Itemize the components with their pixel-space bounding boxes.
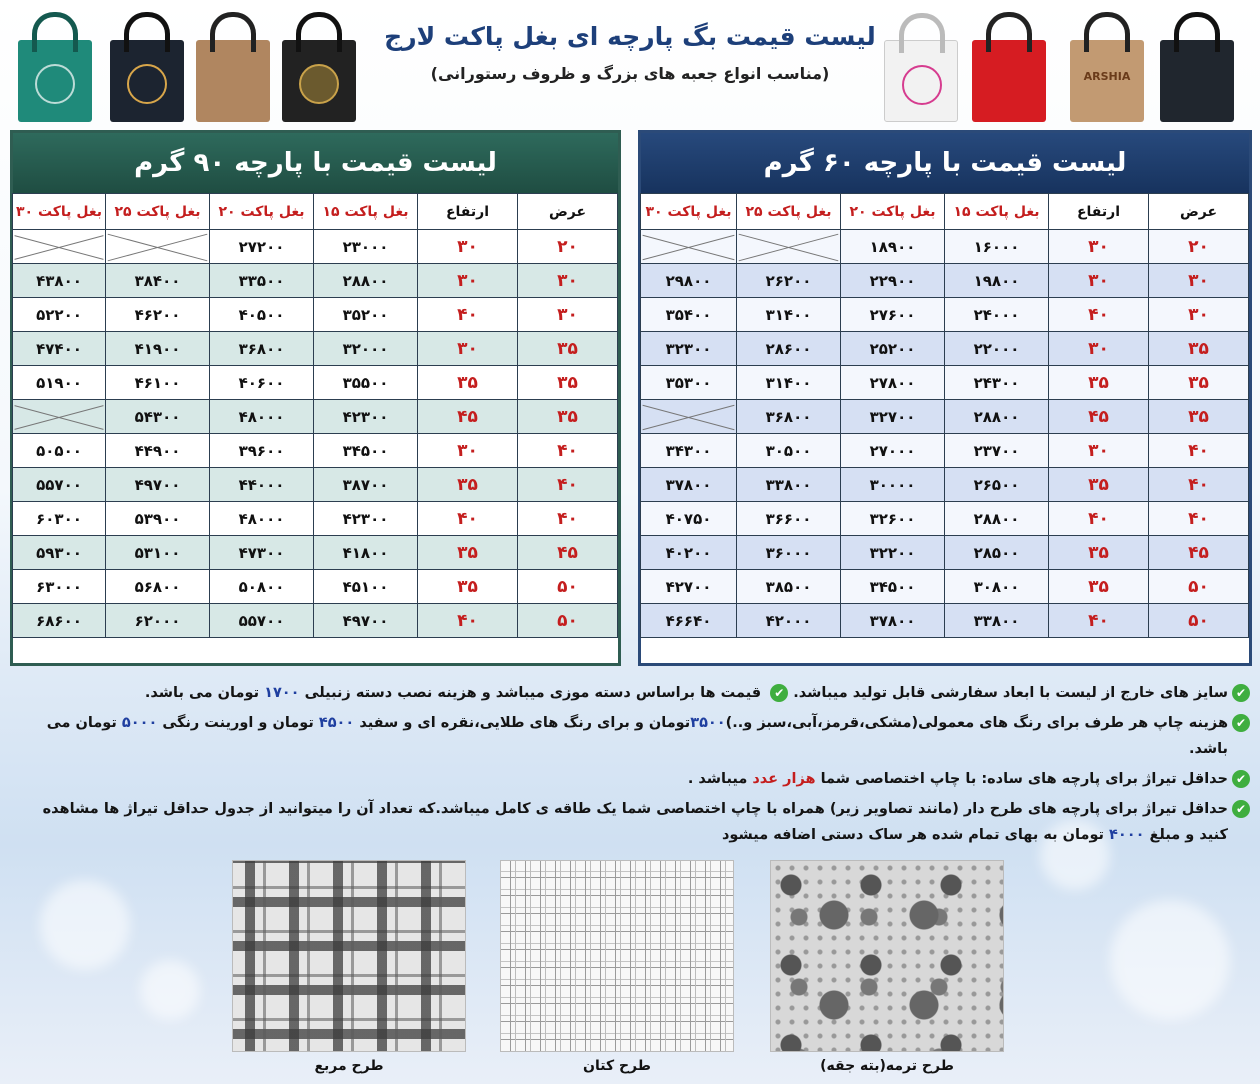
- price-cell: ۳۴۳۰۰: [641, 434, 737, 468]
- height-cell: ۳۰: [1049, 230, 1149, 264]
- height-cell: ۴۰: [418, 298, 518, 332]
- price-cell: ۳۸۷۰۰: [314, 468, 418, 502]
- width-cell: ۲۰: [518, 230, 618, 264]
- column-header: عرض: [1149, 194, 1249, 230]
- price-cell: ۲۲۰۰۰: [945, 332, 1049, 366]
- price-cell: ۴۰۲۰۰: [641, 536, 737, 570]
- width-cell: ۴۰: [518, 468, 618, 502]
- price-cell: ۳۰۸۰۰: [945, 570, 1049, 604]
- table-row: [641, 400, 1249, 434]
- price-cell: ۲۳۷۰۰: [945, 434, 1049, 468]
- height-cell: ۴۵: [418, 400, 518, 434]
- width-cell: ۵۰: [1149, 604, 1249, 638]
- price-cell: ۲۴۰۰۰: [945, 298, 1049, 332]
- price-cell: ۵۵۷۰۰: [13, 468, 106, 502]
- height-cell: ۴۰: [1049, 298, 1149, 332]
- price-cell: ۲۶۵۰۰: [945, 468, 1049, 502]
- price-cell: ۴۶۶۴۰: [641, 604, 737, 638]
- price-cell: ۲۹۸۰۰: [641, 264, 737, 298]
- table-row: [13, 536, 618, 570]
- width-cell: ۳۰: [518, 264, 618, 298]
- price-cell: ۳۰۰۰۰: [841, 468, 945, 502]
- height-cell: ۳۵: [1049, 570, 1149, 604]
- table-60g: [640, 193, 1249, 638]
- price-cell: ۲۸۶۰۰: [737, 332, 841, 366]
- price-cell: ۳۸۴۰۰: [106, 264, 210, 298]
- price-cell: ۳۱۴۰۰: [737, 298, 841, 332]
- note-item: [10, 766, 1250, 792]
- width-cell: ۴۰: [1149, 502, 1249, 536]
- price-cell: ۲۷۸۰۰: [841, 366, 945, 400]
- table-row: [13, 264, 618, 298]
- linen-pattern-image: [500, 860, 734, 1052]
- price-cell: ۵۳۹۰۰: [106, 502, 210, 536]
- table-row: [641, 604, 1249, 638]
- price-cell: ۶۸۶۰۰: [13, 604, 106, 638]
- height-cell: ۴۰: [1049, 604, 1149, 638]
- note-text: تومان و برای رنگ های طلایی،نقره ای و سفید: [359, 715, 691, 731]
- plaid-pattern-label: طرح مربع: [314, 1058, 384, 1074]
- price-cell: ۱۹۸۰۰: [945, 264, 1049, 298]
- price-cell: ۴۲۳۰۰: [314, 400, 418, 434]
- height-cell: ۴۰: [418, 502, 518, 536]
- price-cell: ۳۴۵۰۰: [314, 434, 418, 468]
- price-cell: ۶۲۰۰۰: [106, 604, 210, 638]
- bag-image: [196, 40, 270, 122]
- table-row: [13, 400, 618, 434]
- height-cell: ۴۰: [1049, 502, 1149, 536]
- height-cell: ۳۰: [1049, 264, 1149, 298]
- price-cell: ۳۵۵۰۰: [314, 366, 418, 400]
- plaid-pattern-image: [232, 860, 466, 1052]
- height-cell: ۳۰: [418, 264, 518, 298]
- check-circle-icon: ✔: [1232, 714, 1250, 732]
- table-row: [13, 230, 618, 264]
- price-cell: ۳۲۲۰۰: [841, 536, 945, 570]
- price-cell: ۲۷۰۰۰: [841, 434, 945, 468]
- width-cell: ۳۵: [518, 400, 618, 434]
- price-cell: ۲۷۲۰۰: [210, 230, 314, 264]
- price-cell: ۴۲۷۰۰: [641, 570, 737, 604]
- note-text: سایز های خارج از لیست با ابعاد سفارشی قابل تولید میباشد.: [793, 685, 1228, 701]
- height-cell: ۳۰: [418, 230, 518, 264]
- price-cell: ۲۸۵۰۰: [945, 536, 1049, 570]
- bag-image: [884, 40, 958, 122]
- width-cell: ۳۰: [1149, 298, 1249, 332]
- height-cell: ۳۰: [418, 434, 518, 468]
- price-cell: ۳۲۶۰۰: [841, 502, 945, 536]
- bag-image: [110, 40, 184, 122]
- price-cell: ۲۴۳۰۰: [945, 366, 1049, 400]
- price-cell: ۵۴۳۰۰: [106, 400, 210, 434]
- price-cell: ۳۶۶۰۰: [737, 502, 841, 536]
- paisley-pattern-image: [770, 860, 1004, 1052]
- price-cell: ۵۳۱۰۰: [106, 536, 210, 570]
- price-cell: ۴۰۵۰۰: [210, 298, 314, 332]
- price-cell: ۳۳۵۰۰: [210, 264, 314, 298]
- note-text: حداقل تیراژ برای پارچه های طرح دار (مانند تصاویر زیر) همراه با چاپ اختصاصی شما یک طاقه ی کامل میباشد.که تعداد آن را میتوانید از جدول حداقل تیراژ ها: [103, 801, 1228, 817]
- width-cell: ۵۰: [518, 604, 618, 638]
- price-cell: ۳۲۰۰۰: [314, 332, 418, 366]
- price-cell: ۲۸۸۰۰: [314, 264, 418, 298]
- header: [0, 0, 1260, 130]
- note-item: [10, 680, 1250, 706]
- price-cell: ۳۵۳۰۰: [641, 366, 737, 400]
- width-cell: ۳۰: [518, 298, 618, 332]
- note-text: مشاهده کنید و مبلغ: [42, 801, 1228, 843]
- price-cell: ۴۴۰۰۰: [210, 468, 314, 502]
- width-cell: ۳۰: [1149, 264, 1249, 298]
- bag-image: [972, 40, 1046, 122]
- price-cell: ۴۷۴۰۰: [13, 332, 106, 366]
- table-row: [13, 502, 618, 536]
- height-cell: ۳۵: [418, 468, 518, 502]
- height-cell: ۳۵: [1049, 468, 1149, 502]
- width-cell: ۲۰: [1149, 230, 1249, 264]
- height-cell: ۳۵: [1049, 536, 1149, 570]
- note-text: قیمت ها براساس دسته موزی میباشد و هزینه نصب دسته زنبیلی: [304, 685, 762, 701]
- table-row: [641, 230, 1249, 264]
- column-header: بغل پاکت ۱۵: [314, 194, 418, 230]
- page-subtitle: (مناسب انواع جعبه های بزرگ و ظروف رستورانی): [430, 64, 830, 83]
- column-header: بغل پاکت ۲۵: [737, 194, 841, 230]
- column-header: بغل پاکت ۱۵: [945, 194, 1049, 230]
- price-cell: ۴۰۶۰۰: [210, 366, 314, 400]
- price-cell: ۴۹۷۰۰: [106, 468, 210, 502]
- price-cell: ۳۳۸۰۰: [945, 604, 1049, 638]
- table-row: [13, 332, 618, 366]
- paisley-pattern-label: طرح ترمه(بته جقه): [820, 1058, 954, 1074]
- price-cell: ۴۶۱۰۰: [106, 366, 210, 400]
- width-cell: ۴۵: [1149, 536, 1249, 570]
- table-row: [641, 468, 1249, 502]
- price-cell: ۴۱۸۰۰: [314, 536, 418, 570]
- width-cell: ۳۵: [518, 366, 618, 400]
- check-circle-icon: ✔: [1232, 770, 1250, 788]
- price-cell: ۴۷۳۰۰: [210, 536, 314, 570]
- column-header: ارتفاع: [1049, 194, 1149, 230]
- notes: [10, 680, 1250, 852]
- table-row: [641, 264, 1249, 298]
- price-cell: ۲۶۲۰۰: [737, 264, 841, 298]
- height-cell: ۴۵: [1049, 400, 1149, 434]
- price-cell: ۴۶۲۰۰: [106, 298, 210, 332]
- height-cell: ۳۵: [1049, 366, 1149, 400]
- price-cell: ۶۰۳۰۰: [13, 502, 106, 536]
- table-row: [13, 468, 618, 502]
- table-row: [13, 570, 618, 604]
- price-cell: ۳۵۴۰۰: [641, 298, 737, 332]
- note-value: ۳۵۰۰: [690, 715, 726, 731]
- width-cell: ۵۰: [1149, 570, 1249, 604]
- width-cell: ۴۰: [1149, 434, 1249, 468]
- width-cell: ۴۰: [518, 434, 618, 468]
- height-cell: ۳۵: [418, 536, 518, 570]
- table-title-60g: لیست قیمت با پارچه ۶۰ گرم: [641, 133, 1249, 193]
- price-cell: ۳۹۶۰۰: [210, 434, 314, 468]
- bag-image: [18, 40, 92, 122]
- price-cell: ۴۸۰۰۰: [210, 502, 314, 536]
- unavailable-cell: [13, 400, 106, 434]
- note-value: ۵۰۰۰: [121, 715, 158, 731]
- price-cell: ۳۶۰۰۰: [737, 536, 841, 570]
- price-cell: ۵۰۸۰۰: [210, 570, 314, 604]
- price-cell: ۴۵۱۰۰: [314, 570, 418, 604]
- price-cell: ۵۱۹۰۰: [13, 366, 106, 400]
- column-header: بغل پاکت ۳۰: [13, 194, 106, 230]
- height-cell: ۴۰: [418, 604, 518, 638]
- note-text: تومان می باشد.: [144, 685, 260, 701]
- width-cell: ۳۵: [1149, 366, 1249, 400]
- price-cell: ۲۳۰۰۰: [314, 230, 418, 264]
- price-cell: ۳۶۸۰۰: [210, 332, 314, 366]
- width-cell: ۴۵: [518, 536, 618, 570]
- linen-pattern-label: طرح کتان: [583, 1058, 651, 1074]
- column-header: عرض: [518, 194, 618, 230]
- page-title: لیست قیمت بگ پارچه ای بغل پاکت لارج: [384, 22, 876, 51]
- width-cell: ۳۵: [1149, 400, 1249, 434]
- unavailable-cell: [106, 230, 210, 264]
- price-cell: ۱۶۰۰۰: [945, 230, 1049, 264]
- price-cell: ۶۳۰۰۰: [13, 570, 106, 604]
- table-row: [641, 570, 1249, 604]
- bag-brand-text: ARSHIA: [1083, 70, 1131, 83]
- note-text: تومان می باشد.: [46, 715, 1228, 757]
- price-cell: ۴۲۳۰۰: [314, 502, 418, 536]
- width-cell: ۳۵: [518, 332, 618, 366]
- note-text: تومان و اورینت رنگی: [162, 715, 314, 731]
- width-cell: ۳۵: [1149, 332, 1249, 366]
- price-table-90g: [10, 130, 621, 666]
- price-cell: ۳۸۵۰۰: [737, 570, 841, 604]
- table-row: [641, 434, 1249, 468]
- bag-image: [282, 40, 356, 122]
- note-text: هزینه چاپ هر طرف برای رنگ های معمولی(مشکی،قرمز،آبی،سبز و..): [725, 715, 1228, 731]
- price-cell: ۲۸۸۰۰: [945, 400, 1049, 434]
- price-cell: ۱۸۹۰۰: [841, 230, 945, 264]
- column-header: بغل پاکت ۲۰: [210, 194, 314, 230]
- price-cell: ۵۵۷۰۰: [210, 604, 314, 638]
- table-row: [641, 366, 1249, 400]
- price-cell: ۴۰۷۵۰: [641, 502, 737, 536]
- note-text: میباشد .: [687, 771, 748, 787]
- price-cell: ۵۹۳۰۰: [13, 536, 106, 570]
- height-cell: ۳۰: [1049, 434, 1149, 468]
- price-cell: ۳۳۸۰۰: [737, 468, 841, 502]
- unavailable-cell: [737, 230, 841, 264]
- note-value: هزار عدد: [752, 771, 816, 787]
- check-circle-icon: ✔: [770, 684, 788, 702]
- note-text: حداقل تیراژ برای پارچه های ساده: با چاپ اختصاصی شما: [820, 771, 1228, 787]
- price-cell: ۳۰۵۰۰: [737, 434, 841, 468]
- price-cell: ۴۸۰۰۰: [210, 400, 314, 434]
- price-cell: ۳۷۸۰۰: [841, 604, 945, 638]
- table-90g: [12, 193, 618, 638]
- bokeh-decoration: [40, 880, 130, 970]
- height-cell: ۳۵: [418, 366, 518, 400]
- column-header: بغل پاکت ۲۰: [841, 194, 945, 230]
- column-header: بغل پاکت ۲۵: [106, 194, 210, 230]
- note-value: ۴۵۰۰: [318, 715, 355, 731]
- table-row: [13, 298, 618, 332]
- unavailable-cell: [641, 230, 737, 264]
- table-row: [13, 434, 618, 468]
- price-cell: ۳۴۵۰۰: [841, 570, 945, 604]
- price-cell: ۴۹۷۰۰: [314, 604, 418, 638]
- price-table-60g: [638, 130, 1252, 666]
- width-cell: ۴۰: [1149, 468, 1249, 502]
- bokeh-decoration: [140, 960, 200, 1020]
- table-row: [13, 366, 618, 400]
- bokeh-decoration: [1110, 900, 1230, 1020]
- price-cell: ۴۱۹۰۰: [106, 332, 210, 366]
- price-cell: ۳۲۷۰۰: [841, 400, 945, 434]
- price-cell: ۲۸۸۰۰: [945, 502, 1049, 536]
- bag-image: [1160, 40, 1234, 122]
- check-circle-icon: ✔: [1232, 684, 1250, 702]
- table-row: [641, 332, 1249, 366]
- price-cell: ۲۷۶۰۰: [841, 298, 945, 332]
- price-cell: ۴۴۹۰۰: [106, 434, 210, 468]
- note-value: ۱۷۰۰: [264, 685, 300, 701]
- bag-image: [1070, 40, 1144, 122]
- table-row: [641, 298, 1249, 332]
- price-cell: ۳۷۸۰۰: [641, 468, 737, 502]
- table-row: [641, 502, 1249, 536]
- table-row: [13, 604, 618, 638]
- note-text: تومان به بهای تمام شده هر ساک دستی اضافه میشود: [721, 827, 1104, 843]
- price-cell: ۵۲۲۰۰: [13, 298, 106, 332]
- height-cell: ۳۰: [418, 332, 518, 366]
- unavailable-cell: [641, 400, 737, 434]
- price-cell: ۴۳۸۰۰: [13, 264, 106, 298]
- price-cell: ۳۶۸۰۰: [737, 400, 841, 434]
- check-circle-icon: ✔: [1232, 800, 1250, 818]
- note-item: [10, 796, 1250, 848]
- price-cell: ۳۵۲۰۰: [314, 298, 418, 332]
- width-cell: ۴۰: [518, 502, 618, 536]
- price-cell: ۲۵۲۰۰: [841, 332, 945, 366]
- width-cell: ۵۰: [518, 570, 618, 604]
- height-cell: ۳۰: [1049, 332, 1149, 366]
- price-cell: ۲۲۹۰۰: [841, 264, 945, 298]
- column-header: ارتفاع: [418, 194, 518, 230]
- column-header: بغل پاکت ۳۰: [641, 194, 737, 230]
- table-row: [641, 536, 1249, 570]
- price-cell: ۵۰۵۰۰: [13, 434, 106, 468]
- height-cell: ۳۵: [418, 570, 518, 604]
- note-value: ۴۰۰۰: [1109, 827, 1145, 843]
- price-cell: ۳۱۴۰۰: [737, 366, 841, 400]
- price-cell: ۵۶۸۰۰: [106, 570, 210, 604]
- price-cell: ۳۲۳۰۰: [641, 332, 737, 366]
- note-item: [10, 710, 1250, 762]
- price-cell: ۴۲۰۰۰: [737, 604, 841, 638]
- table-title-90g: لیست قیمت با پارچه ۹۰ گرم: [13, 133, 618, 193]
- unavailable-cell: [13, 230, 106, 264]
